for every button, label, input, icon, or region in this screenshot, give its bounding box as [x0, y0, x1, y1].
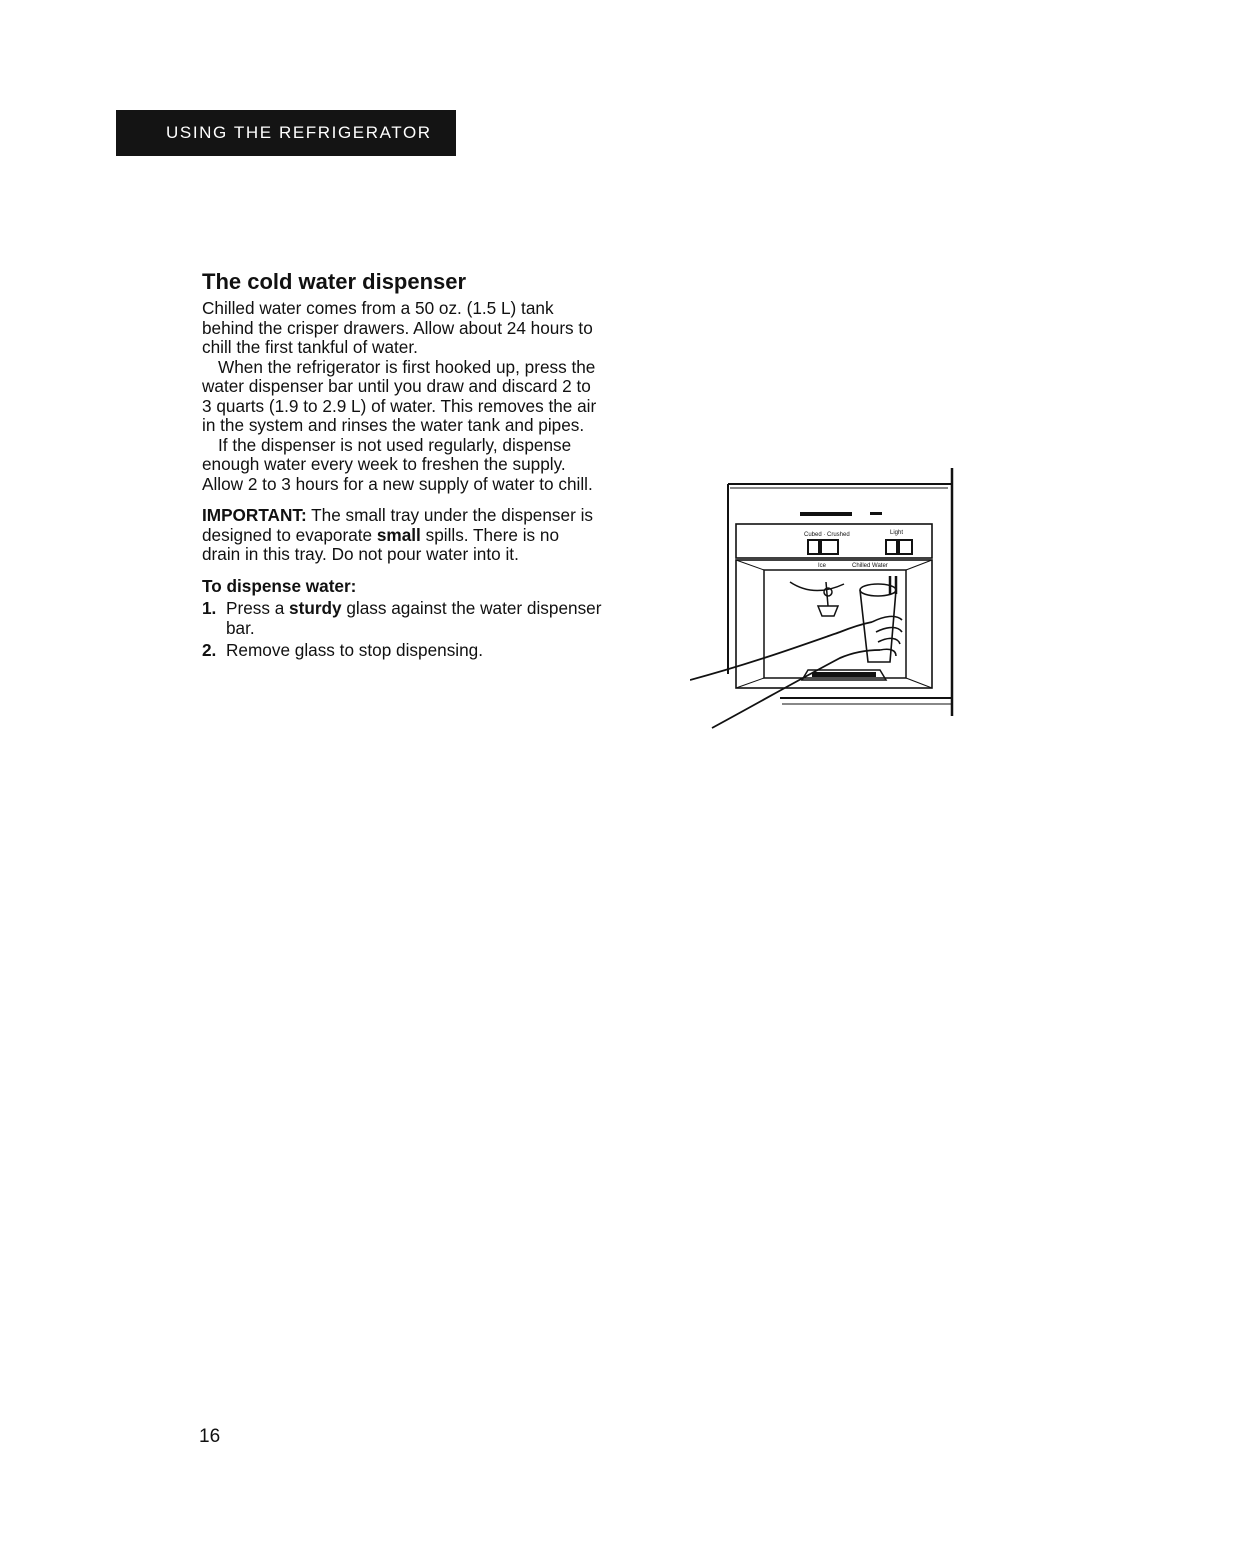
step-text-before: Press a [226, 598, 290, 618]
section-header-bar [116, 110, 456, 156]
paragraph-chilled-water: Chilled water comes from a 50 oz. (1.5 L) tank behind the crisper drawers. Allow about 24 hours to chill the first tankful of water. [202, 298, 593, 357]
main-content [202, 267, 602, 664]
important-label: IMPORTANT: [202, 505, 307, 525]
important-emphasis: small [376, 524, 421, 545]
step-number: 1. [202, 598, 217, 618]
section-title: The cold water dispenser [202, 269, 467, 294]
chilled-water-label: Chilled Water [852, 563, 888, 569]
step-text: Remove glass to stop dispensing. [226, 640, 483, 660]
light-label: Light [890, 530, 904, 536]
paragraph-regular-use: If the dispenser is not used regularly, dispense enough water every week to freshen the supply. Allow 2 to 3 hours for a new supply of water to chill. [202, 434, 593, 494]
important-text-before: The small tray under the dispenser is designed to evaporate [202, 505, 593, 545]
dispenser-illustration [690, 464, 970, 740]
steps-heading: To dispense water: [202, 575, 357, 596]
important-text-after: spills. There is no drain in this tray. Do not pour water into it. [202, 524, 560, 564]
step-text-after: glass against the water dispenser bar. [226, 598, 602, 638]
step-item [202, 641, 602, 661]
step-item [202, 599, 602, 638]
section-header-label: USING THE REFRIGERATOR [166, 123, 432, 142]
step-number: 2. [202, 640, 217, 660]
steps-list [202, 599, 602, 661]
step-emphasis: sturdy [289, 598, 342, 618]
cubed-crushed-label: Cubed · Crushed [804, 532, 850, 538]
page-number: 16 [199, 1426, 221, 1447]
ice-label: Ice [818, 563, 827, 569]
important-note [202, 506, 602, 565]
paragraph-first-hookup: When the refrigerator is first hooked up, press the water dispenser bar until you draw and discard 2 to 3 quarts (1.9 to 2.9 L) of water. This removes the air in the system and rinses the water tank and pipes. [202, 356, 597, 435]
